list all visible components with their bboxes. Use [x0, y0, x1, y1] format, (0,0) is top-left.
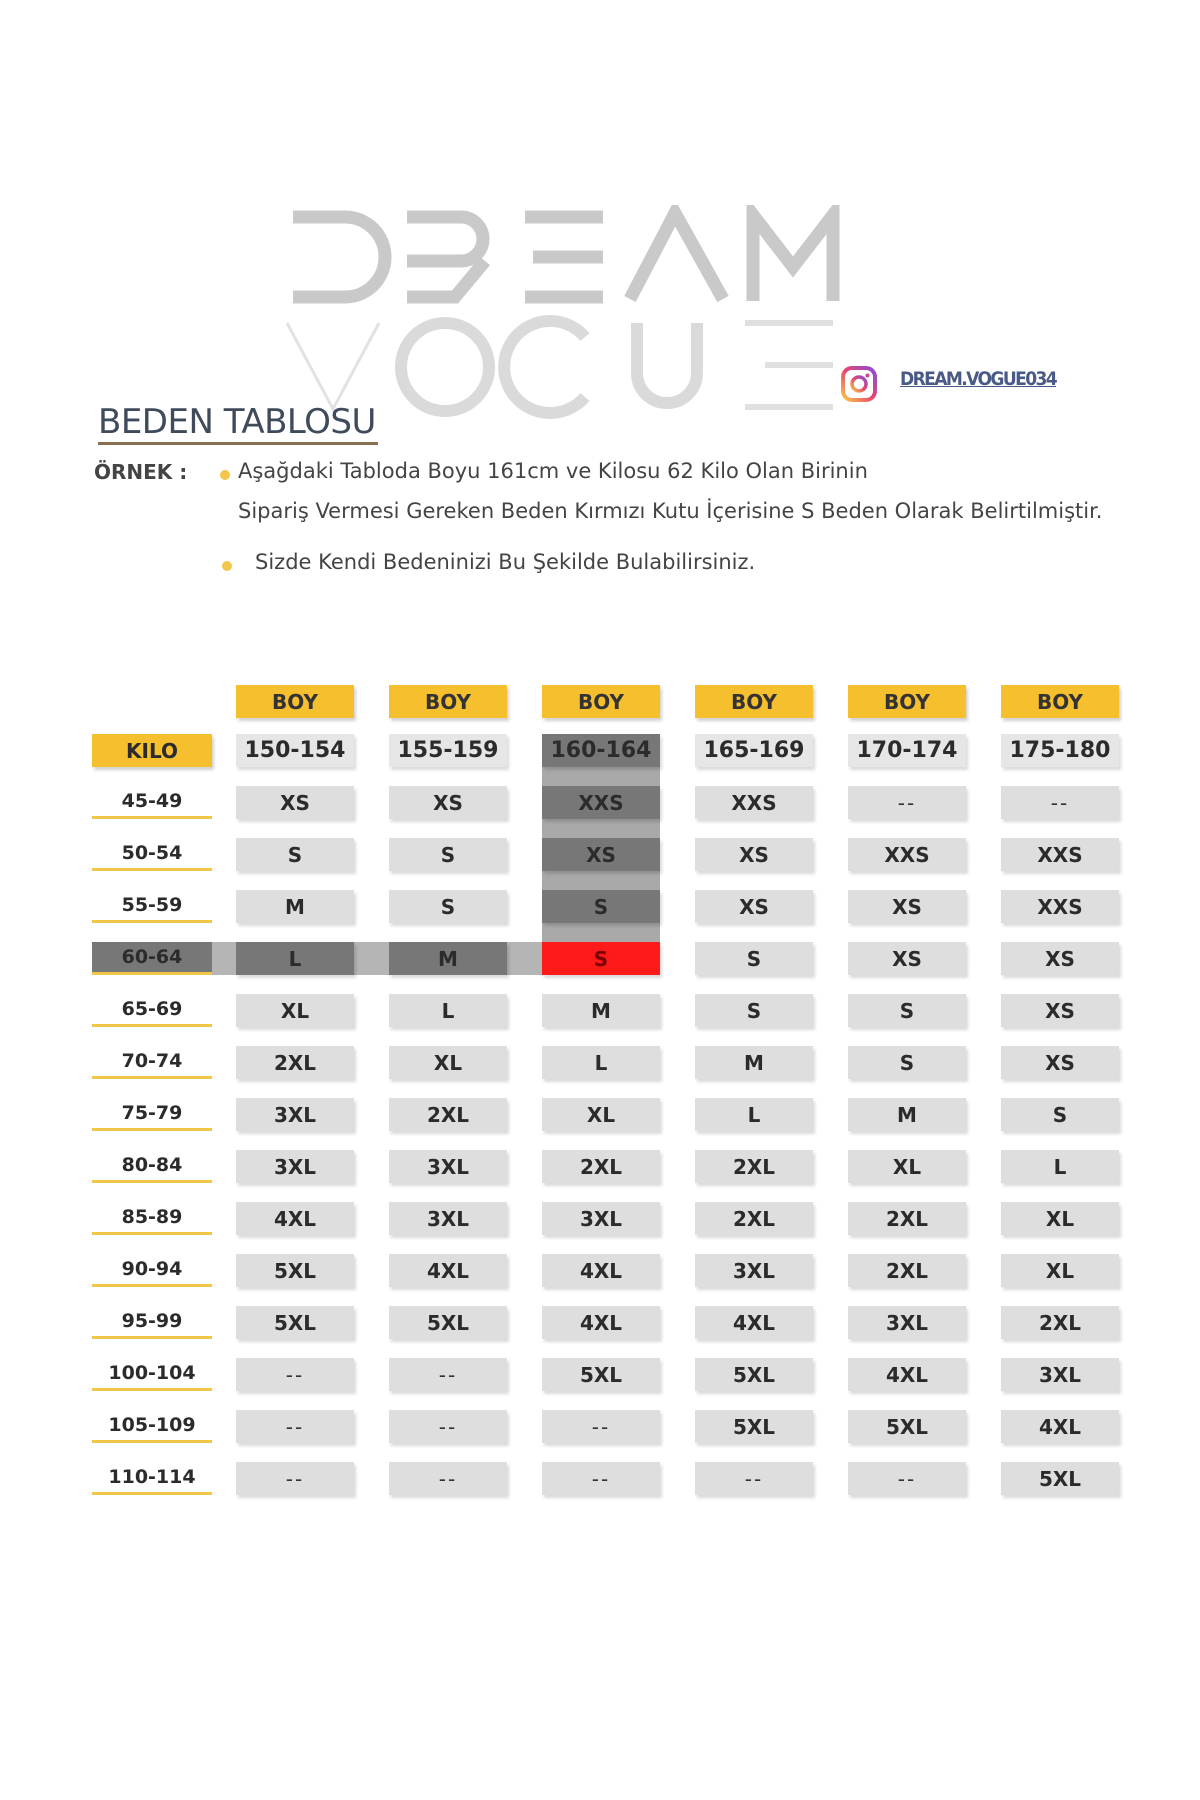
weight-range: 90-94	[92, 1254, 212, 1287]
size-cell: XXS	[542, 786, 660, 819]
size-cell: M	[848, 1098, 966, 1131]
instagram-handle: DREAM.VOGUE034	[900, 368, 1057, 390]
size-cell: L	[236, 942, 354, 975]
size-cell: S	[695, 942, 813, 975]
height-label: BOY	[1001, 685, 1119, 718]
weight-range: 85-89	[92, 1202, 212, 1235]
weight-range: 70-74	[92, 1046, 212, 1079]
weight-range: 65-69	[92, 994, 212, 1027]
size-cell: 2XL	[695, 1202, 813, 1235]
size-cell: --	[236, 1410, 354, 1443]
size-cell: 5XL	[236, 1254, 354, 1287]
size-cell: 3XL	[236, 1150, 354, 1183]
size-cell: XL	[236, 994, 354, 1027]
size-cell: S	[542, 890, 660, 923]
example-line-2: Sipariş Vermesi Gereken Beden Kırmızı Kutu İçerisine S Beden Olarak Belirtilmiştir.	[238, 499, 1103, 523]
weight-range: 95-99	[92, 1306, 212, 1339]
size-cell: --	[542, 1410, 660, 1443]
weight-label: KILO	[92, 734, 212, 767]
size-cell: 4XL	[695, 1306, 813, 1339]
example-label: ÖRNEK :	[94, 460, 188, 484]
size-cell: XS	[236, 786, 354, 819]
size-cell: S	[389, 890, 507, 923]
weight-range: 55-59	[92, 890, 212, 923]
size-cell: 3XL	[389, 1202, 507, 1235]
size-cell: 5XL	[695, 1358, 813, 1391]
size-cell: 5XL	[848, 1410, 966, 1443]
size-cell: XL	[389, 1046, 507, 1079]
height-label: BOY	[695, 685, 813, 718]
size-cell: XXS	[848, 838, 966, 871]
size-cell: XS	[542, 838, 660, 871]
size-cell: M	[695, 1046, 813, 1079]
weight-range: 45-49	[92, 786, 212, 819]
size-cell: 4XL	[389, 1254, 507, 1287]
size-cell: L	[695, 1098, 813, 1131]
size-cell: 2XL	[1001, 1306, 1119, 1339]
page-title: BEDEN TABLOSU	[98, 402, 378, 445]
size-cell: 3XL	[848, 1306, 966, 1339]
size-cell: XL	[848, 1150, 966, 1183]
size-cell: M	[389, 942, 507, 975]
size-cell: L	[389, 994, 507, 1027]
size-cell: XS	[695, 838, 813, 871]
size-cell: 3XL	[1001, 1358, 1119, 1391]
size-cell: XL	[542, 1098, 660, 1131]
size-cell: L	[1001, 1150, 1119, 1183]
height-range: 155-159	[389, 734, 507, 767]
size-cell: XXS	[1001, 890, 1119, 923]
size-cell: S	[1001, 1098, 1119, 1131]
size-cell: --	[389, 1358, 507, 1391]
highlighted-size-cell: S	[542, 942, 660, 975]
height-label: BOY	[236, 685, 354, 718]
size-cell: XS	[1001, 1046, 1119, 1079]
size-cell: 3XL	[236, 1098, 354, 1131]
size-cell: --	[389, 1410, 507, 1443]
size-cell: 3XL	[695, 1254, 813, 1287]
height-label: BOY	[848, 685, 966, 718]
height-range: 165-169	[695, 734, 813, 767]
size-cell: XS	[848, 890, 966, 923]
size-cell: 2XL	[236, 1046, 354, 1079]
size-cell: --	[236, 1358, 354, 1391]
size-cell: 5XL	[236, 1306, 354, 1339]
size-cell: XL	[1001, 1254, 1119, 1287]
size-cell: 2XL	[695, 1150, 813, 1183]
size-cell: XS	[1001, 942, 1119, 975]
size-cell: M	[542, 994, 660, 1027]
height-label: BOY	[542, 685, 660, 718]
size-cell: 2XL	[848, 1202, 966, 1235]
size-cell: 4XL	[1001, 1410, 1119, 1443]
size-cell: S	[236, 838, 354, 871]
example-line-1: Aşağdaki Tabloda Boyu 161cm ve Kilosu 62 Kilo Olan Birinin	[238, 459, 868, 483]
size-cell: 4XL	[542, 1306, 660, 1339]
size-cell: 5XL	[695, 1410, 813, 1443]
size-cell: 4XL	[542, 1254, 660, 1287]
size-cell: S	[848, 1046, 966, 1079]
height-range: 150-154	[236, 734, 354, 767]
height-range: 160-164	[542, 734, 660, 767]
size-cell: M	[236, 890, 354, 923]
weight-range: 100-104	[92, 1358, 212, 1391]
size-cell: 5XL	[1001, 1462, 1119, 1495]
weight-range: 110-114	[92, 1462, 212, 1495]
size-cell: 2XL	[848, 1254, 966, 1287]
size-cell: XS	[848, 942, 966, 975]
size-cell: S	[389, 838, 507, 871]
size-cell: 2XL	[389, 1098, 507, 1131]
size-cell: --	[236, 1462, 354, 1495]
size-cell: --	[695, 1462, 813, 1495]
size-cell: 5XL	[542, 1358, 660, 1391]
size-cell: S	[695, 994, 813, 1027]
weight-range: 60-64	[92, 942, 212, 975]
weight-range: 75-79	[92, 1098, 212, 1131]
height-range: 170-174	[848, 734, 966, 767]
height-range: 175-180	[1001, 734, 1119, 767]
height-label: BOY	[389, 685, 507, 718]
size-cell: 4XL	[848, 1358, 966, 1391]
size-cell: S	[848, 994, 966, 1027]
size-cell: XS	[695, 890, 813, 923]
size-cell: --	[1001, 786, 1119, 819]
size-cell: --	[848, 786, 966, 819]
size-cell: --	[542, 1462, 660, 1495]
size-cell: 5XL	[389, 1306, 507, 1339]
size-cell: 3XL	[389, 1150, 507, 1183]
size-cell: 2XL	[542, 1150, 660, 1183]
size-cell: XS	[389, 786, 507, 819]
size-cell: 4XL	[236, 1202, 354, 1235]
size-cell: XL	[1001, 1202, 1119, 1235]
size-cell: --	[389, 1462, 507, 1495]
size-cell: 3XL	[542, 1202, 660, 1235]
size-cell: L	[542, 1046, 660, 1079]
weight-range: 105-109	[92, 1410, 212, 1443]
size-cell: XXS	[695, 786, 813, 819]
example-line-3: Sizde Kendi Bedeninizi Bu Şekilde Bulabilirsiniz.	[255, 550, 756, 574]
weight-range: 50-54	[92, 838, 212, 871]
size-cell: XS	[1001, 994, 1119, 1027]
size-cell: --	[848, 1462, 966, 1495]
weight-range: 80-84	[92, 1150, 212, 1183]
size-cell: XXS	[1001, 838, 1119, 871]
